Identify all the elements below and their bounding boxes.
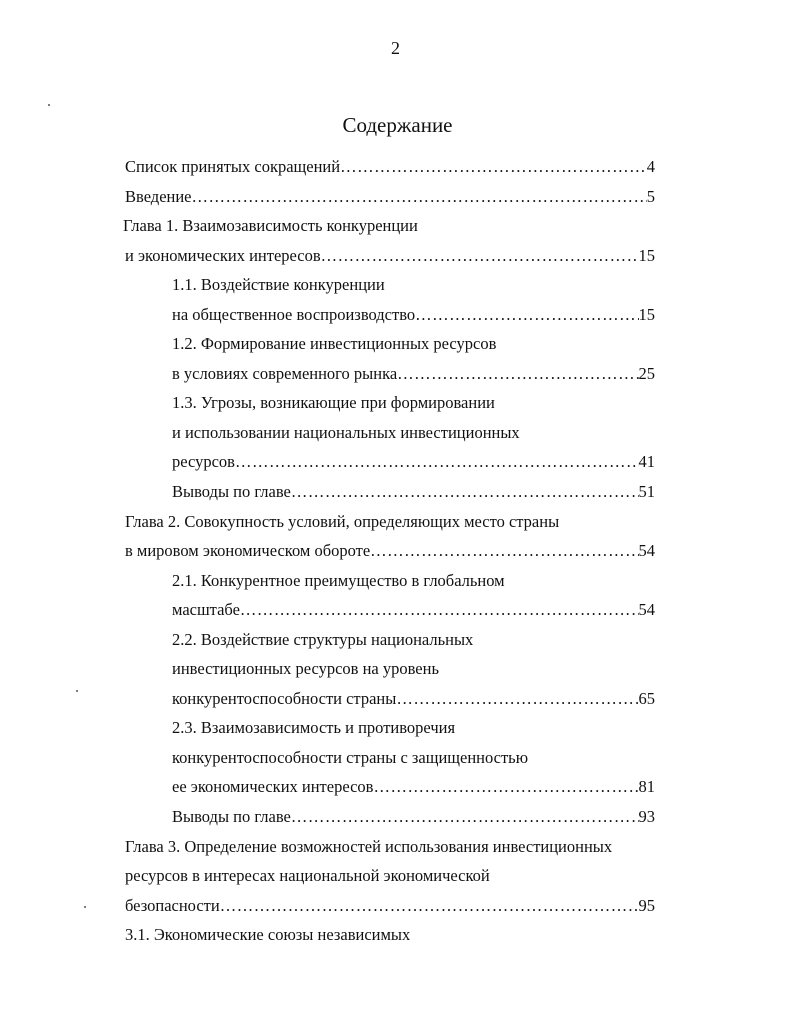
- toc-entry-abbreviations: [125, 152, 655, 182]
- toc-entry-title: Введение: [125, 186, 192, 206]
- toc-section-2-2-title-cont: инвестиционных ресурсов на уровень: [172, 659, 439, 679]
- toc-conclusions-chapter-1: [125, 477, 655, 507]
- dot-leader: [415, 300, 638, 330]
- toc-entry-title: Список принятых сокращений: [125, 157, 341, 176]
- toc-chapter-1-entry: [125, 241, 655, 271]
- page-number: 2: [391, 38, 400, 58]
- toc-section-1-1-entry: [125, 300, 655, 330]
- table-of-contents: [125, 152, 655, 950]
- toc-page-number: 54: [638, 600, 655, 620]
- toc-page-number: 41: [638, 452, 655, 472]
- scan-speck: [84, 906, 86, 908]
- toc-chapter-3-title: Глава 3. Определение возможностей использования инвестиционных: [125, 836, 613, 856]
- toc-chapter-3-title-cont: ресурсов в интересах национальной экономической: [125, 866, 490, 886]
- toc-entry-title: Выводы по главе: [172, 482, 291, 502]
- toc-section-2-2-title: 2.2. Воздействие структуры национальных: [172, 629, 474, 649]
- toc-section-1-1-title: 1.1. Воздействие конкуренции: [172, 275, 385, 295]
- dot-leader: [240, 595, 639, 625]
- toc-entry-title: в условиях современного рынка: [172, 363, 398, 383]
- toc-section-2-3-entry: [125, 772, 655, 802]
- toc-chapter-2-entry: [125, 536, 655, 566]
- dot-leader: [340, 152, 647, 182]
- toc-page-number: 81: [638, 777, 655, 797]
- toc-page-number: 65: [638, 688, 655, 708]
- dot-leader: [373, 772, 638, 802]
- toc-page-number: 51: [638, 482, 655, 502]
- toc-page-number: 95: [638, 895, 655, 915]
- toc-page-number: 93: [638, 807, 655, 827]
- toc-entry-title: в мировом экономическом обороте: [125, 541, 371, 561]
- dot-leader: [291, 477, 639, 507]
- dot-leader: [370, 536, 638, 566]
- toc-entry-title: ее экономических интересов: [172, 777, 374, 797]
- dot-leader: [235, 447, 639, 477]
- toc-conclusions-chapter-2: [125, 802, 655, 832]
- toc-page-number: 25: [638, 363, 655, 383]
- toc-section-1-2-title: 1.2. Формирование инвестиционных ресурсов: [172, 334, 497, 354]
- dot-leader: [396, 684, 638, 714]
- dot-leader: [220, 891, 639, 921]
- toc-page-number: 15: [638, 304, 655, 324]
- toc-section-2-3-title-cont: конкурентоспособности страны с защищенностью: [172, 747, 529, 767]
- toc-chapter-3-entry: [125, 891, 655, 921]
- toc-entry-title: конкурентоспособности страны: [172, 688, 397, 708]
- toc-page-number: 4: [646, 157, 655, 176]
- toc-section-1-3-title: 1.3. Угрозы, возникающие при формировании: [172, 393, 495, 413]
- dot-leader: [192, 182, 647, 212]
- dot-leader: [291, 802, 639, 832]
- toc-section-1-2-entry: [125, 359, 655, 389]
- toc-section-2-1-title: 2.1. Конкурентное преимущество в глобальном: [172, 570, 505, 590]
- scan-speck: [48, 104, 50, 106]
- toc-chapter-1-title: Глава 1. Взаимозависимость конкуренции: [123, 216, 418, 236]
- toc-page-number: 15: [638, 245, 655, 265]
- toc-entry-title: на общественное воспроизводство: [172, 304, 416, 324]
- toc-page-number: 54: [638, 541, 655, 561]
- toc-section-3-1-title: 3.1. Экономические союзы независимых: [125, 925, 411, 945]
- toc-section-2-1-entry: [125, 595, 655, 625]
- toc-entry-title: масштабе: [172, 600, 240, 620]
- toc-entry-title: и экономических интересов: [125, 245, 321, 265]
- dot-leader: [397, 359, 638, 389]
- toc-entry-title: Выводы по главе: [172, 807, 291, 827]
- scan-speck: [76, 690, 78, 692]
- toc-section-2-3-title: 2.3. Взаимозависимость и противоречия: [172, 718, 456, 738]
- toc-section-1-3-title-cont: и использовании национальных инвестиционных: [172, 422, 520, 442]
- dot-leader: [321, 241, 639, 271]
- toc-section-2-2-entry: [125, 684, 655, 714]
- toc-section-1-3-entry: [125, 447, 655, 477]
- toc-chapter-2-title: Глава 2. Совокупность условий, определяющих место страны: [125, 511, 560, 531]
- toc-page-number: 5: [646, 186, 655, 206]
- toc-entry-introduction: [125, 182, 655, 212]
- page-title: Содержание: [342, 113, 453, 137]
- toc-entry-title: безопасности: [125, 895, 220, 915]
- toc-entry-title: ресурсов: [172, 452, 235, 472]
